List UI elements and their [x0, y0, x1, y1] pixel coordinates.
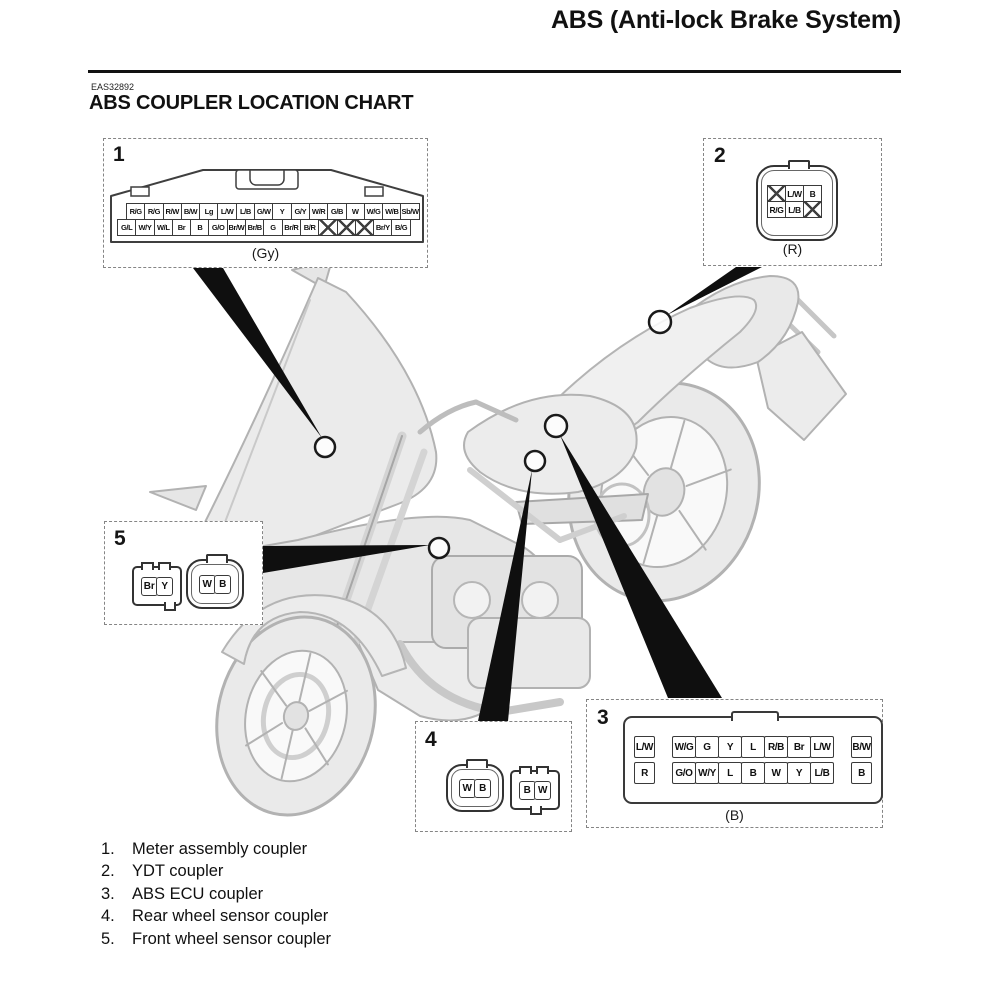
- wire-cavity: R/G: [126, 203, 145, 220]
- wire-cavity: W/L: [154, 219, 173, 236]
- wire-cavity: Br: [787, 736, 812, 758]
- wire-cavity: B/W: [851, 736, 872, 758]
- wire-cavity: R: [634, 762, 655, 784]
- wire-cavity: B: [741, 762, 766, 784]
- callout-circle-5: [429, 538, 449, 558]
- coupler-3-right-column: [851, 736, 872, 784]
- wire-cavity: W/B: [382, 203, 401, 220]
- wire-cavity: L/B: [785, 201, 804, 218]
- wire-cavity: W/Y: [135, 219, 154, 236]
- wire-cavity: W: [534, 781, 551, 800]
- legend-item-4: [101, 905, 331, 927]
- callout-circle-4: [525, 451, 545, 471]
- coupler-box-3: [586, 699, 883, 828]
- coupler-5b-lock-tab: [206, 554, 228, 563]
- legend-item-label: YDT coupler: [132, 862, 224, 881]
- wire-cavity: L/B: [810, 762, 835, 784]
- coupler-2-housing-color: (R): [782, 241, 803, 257]
- legend-item-1: [101, 838, 331, 860]
- coupler-3-housing: [623, 716, 883, 804]
- wire-cavity: L/B: [236, 203, 255, 220]
- legend-item-label: Meter assembly coupler: [132, 840, 308, 858]
- coupler-5a-tab2: [158, 562, 171, 570]
- wire-cavity: W: [199, 575, 216, 594]
- coupler-5a-foot: [164, 602, 176, 611]
- wire-cavity: Br/R: [282, 219, 301, 236]
- wire-cavity: B: [803, 185, 822, 202]
- coupler-box-1: [103, 138, 428, 268]
- wire-cavity: L/W: [810, 736, 835, 758]
- wire-cavity: G: [263, 219, 282, 236]
- wire-cavity: Lg: [199, 203, 218, 220]
- legend-item-label: ABS ECU coupler: [132, 884, 264, 903]
- coupler-box-2: [703, 138, 882, 266]
- wire-cavity: Y: [718, 736, 743, 758]
- legend-item-number: 3.: [101, 884, 115, 903]
- coupler-3-pin-row-2: [672, 762, 835, 784]
- coupler-4a-housing: [446, 764, 504, 812]
- wire-cavity: Sb/W: [400, 203, 419, 220]
- legend-item-2: [101, 860, 331, 882]
- wire-cavity: W/R: [309, 203, 328, 220]
- wire-cavity: B: [474, 779, 491, 798]
- wire-cavity: G: [695, 736, 720, 758]
- wire-cavity: R/G: [144, 203, 163, 220]
- coupler-4b-foot: [530, 806, 542, 815]
- legend-item-number: 2.: [101, 862, 115, 881]
- coupler-5b-housing: [186, 559, 244, 609]
- coupler-1-pin-row-2: [117, 219, 411, 236]
- callout-circle-3: [545, 415, 567, 437]
- blocked-cavity: [355, 219, 374, 236]
- wire-cavity: Br/Y: [373, 219, 392, 236]
- coupler-3-lock-tab: [731, 711, 779, 721]
- legend-item-3: [101, 883, 331, 905]
- wire-cavity: B: [519, 781, 536, 800]
- blocked-cavity: [337, 219, 356, 236]
- coupler-3-housing-color: (B): [725, 807, 744, 823]
- wire-cavity: L: [718, 762, 743, 784]
- wire-cavity: W/G: [364, 203, 383, 220]
- wire-cavity: G/O: [672, 762, 697, 784]
- wire-cavity: W/G: [672, 736, 697, 758]
- legend-item-5: [101, 928, 331, 950]
- coupler-4a-lock-tab: [466, 759, 488, 768]
- wire-cavity: B: [851, 762, 872, 784]
- wire-cavity: L/W: [785, 185, 804, 202]
- wire-cavity: W: [459, 779, 476, 798]
- coupler-3-pin-row-1: [672, 736, 835, 758]
- legend-item-label: Front wheel sensor coupler: [132, 929, 332, 948]
- coupler-box-1-number: 1: [113, 143, 125, 166]
- legend-item-label: Rear wheel sensor coupler: [132, 907, 329, 926]
- legend-item-number: 1.: [101, 840, 115, 858]
- page-title: ABS (Anti-lock Brake System): [550, 6, 901, 34]
- wire-cavity: B/R: [300, 219, 319, 236]
- blocked-cavity: [803, 201, 822, 218]
- wire-cavity: R/G: [767, 201, 786, 218]
- wire-cavity: Br: [141, 577, 158, 596]
- wire-cavity: Y: [272, 203, 291, 220]
- wire-cavity: Br/B: [245, 219, 264, 236]
- wire-cavity: R/B: [764, 736, 789, 758]
- wire-cavity: G/L: [117, 219, 136, 236]
- coupler-4a-pins: [459, 779, 492, 798]
- coupler-4b-tab2: [536, 766, 549, 774]
- coupler-2-pin-row-1: [767, 185, 822, 202]
- winglet: [150, 486, 206, 510]
- coupler-3-left-column: [634, 736, 655, 784]
- coupler-5b-pins: [199, 575, 232, 594]
- coupler-2-pin-grid: [767, 185, 822, 218]
- wire-cavity: G/Y: [291, 203, 310, 220]
- coupler-box-4-number: 4: [425, 728, 437, 751]
- wire-cavity: R/W: [163, 203, 182, 220]
- coupler-5a-tab: [141, 562, 154, 570]
- wire-cavity: Br: [172, 219, 191, 236]
- blocked-cavity: [318, 219, 337, 236]
- blocked-cavity: [767, 185, 786, 202]
- coupler-box-5: [104, 521, 263, 625]
- wire-cavity: B/W: [181, 203, 200, 220]
- coupler-box-4: [415, 721, 572, 832]
- wire-cavity: L: [741, 736, 766, 758]
- wire-cavity: G/B: [327, 203, 346, 220]
- coupler-4b-pins: [519, 781, 552, 800]
- legend-item-number: 5.: [101, 929, 115, 948]
- coupler-5a-housing: [132, 566, 182, 606]
- wire-cavity: B: [190, 219, 209, 236]
- wire-cavity: G/W: [254, 203, 273, 220]
- coupler-legend: [101, 838, 331, 950]
- eas-code: EAS32892: [91, 82, 135, 92]
- section-title: ABS COUPLER LOCATION CHART: [89, 92, 414, 114]
- coupler-2-lock-tab: [788, 160, 810, 169]
- coupler-2-pin-row-2: [767, 201, 822, 218]
- coupler-box-3-number: 3: [597, 706, 609, 729]
- coupler-1-pin-row-1: [126, 203, 420, 220]
- coupler-box-5-number: 5: [114, 527, 126, 550]
- wire-cavity: B: [214, 575, 231, 594]
- coupler-1-housing-color: (Gy): [251, 245, 280, 261]
- wire-cavity: Y: [156, 577, 173, 596]
- wire-cavity: Br/W: [227, 219, 246, 236]
- wire-cavity: G/O: [208, 219, 227, 236]
- wire-cavity: Y: [787, 762, 812, 784]
- coupler-box-2-number: 2: [714, 144, 726, 167]
- wire-cavity: W/Y: [695, 762, 720, 784]
- crankcase: [468, 618, 590, 688]
- coupler-4b-tab: [519, 766, 532, 774]
- callout-circle-1: [315, 437, 335, 457]
- wire-cavity: B/G: [391, 219, 410, 236]
- coupler-5a-pins: [141, 577, 174, 596]
- callout-circle-2: [649, 311, 671, 333]
- legend-item-number: 4.: [101, 907, 115, 926]
- wire-cavity: L/W: [634, 736, 655, 758]
- wire-cavity: W: [346, 203, 365, 220]
- wire-cavity: W: [764, 762, 789, 784]
- wire-cavity: L/W: [217, 203, 236, 220]
- coupler-4b-housing: [510, 770, 560, 810]
- coupler-3-center-grid: [672, 736, 835, 784]
